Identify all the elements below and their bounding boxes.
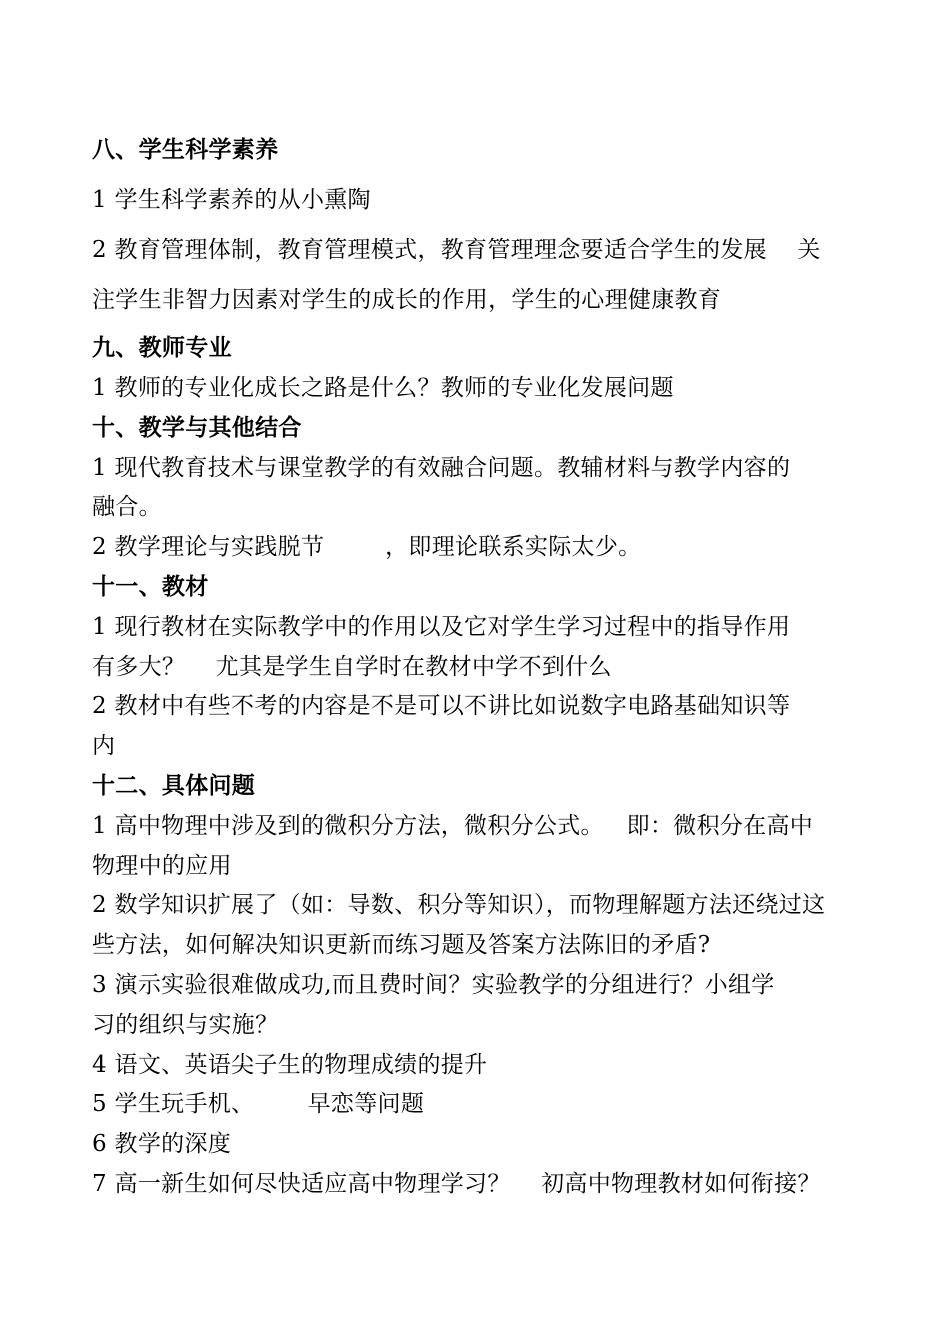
text-line: 2 数学知识扩展了（如：导数、积分等知识），而物理解题方法还绕过这 — [92, 892, 826, 918]
text-line: 1 现行教材在实际教学中的作用以及它对学生学习过程中的指导作用 — [92, 614, 791, 640]
text-line: 内 — [92, 733, 116, 759]
section-heading: 十、教学与其他结合 — [92, 415, 302, 441]
text-line: 1 教师的专业化成长之路是什么？教师的专业化发展问题 — [92, 375, 674, 401]
text-line: 习的组织与实施？ — [92, 1012, 279, 1038]
text-line: 3 演示实验很难做成功,而且费时间？实验教学的分组进行？小组学 — [92, 972, 775, 998]
text-line: 些方法，如何解决知识更新而练习题及答案方法陈旧的矛盾? — [92, 932, 711, 958]
text-line: 5 学生玩手机、 早恋等问题 — [92, 1091, 425, 1117]
text-line: 2 教材中有些不考的内容是不是可以不讲比如说数字电路基础知识等 — [92, 693, 791, 719]
section-heading: 八、学生科学素养 — [92, 137, 279, 163]
text-line: 7 高一新生如何尽快适应高中物理学习？ 初高中物理教材如何衔接？ — [92, 1171, 821, 1197]
text-line: 1 现代教育技术与课堂教学的有效融合问题。教辅材料与教学内容的 — [92, 455, 791, 481]
text-line: 物理中的应用 — [92, 853, 232, 879]
text-line: 4 语文、英语尖子生的物理成绩的提升 — [92, 1052, 488, 1078]
text-line: 1 学生科学素养的从小熏陶 — [92, 187, 371, 213]
section-heading: 十二、具体问题 — [92, 773, 256, 799]
text-line: 6 教学的深度 — [92, 1131, 232, 1157]
section-heading: 十一、教材 — [92, 574, 209, 600]
text-line: 融合。 — [92, 494, 162, 520]
text-line: 注学生非智力因素对学生的成长的作用，学生的心理健康教育 — [92, 287, 722, 313]
text-line: 1 高中物理中涉及到的微积分方法，微积分公式。 即：微积分在高中 — [92, 813, 814, 839]
section-heading: 九、教师专业 — [92, 335, 232, 361]
text-line: 2 教学理论与实践脱节 ，即理论联系实际太少。 — [92, 534, 642, 560]
text-line: 2 教育管理体制，教育管理模式，教育管理理念要适合学生的发展 关 — [92, 237, 821, 263]
text-line: 有多大？ 尤其是学生自学时在教材中学不到什么 — [92, 654, 612, 680]
